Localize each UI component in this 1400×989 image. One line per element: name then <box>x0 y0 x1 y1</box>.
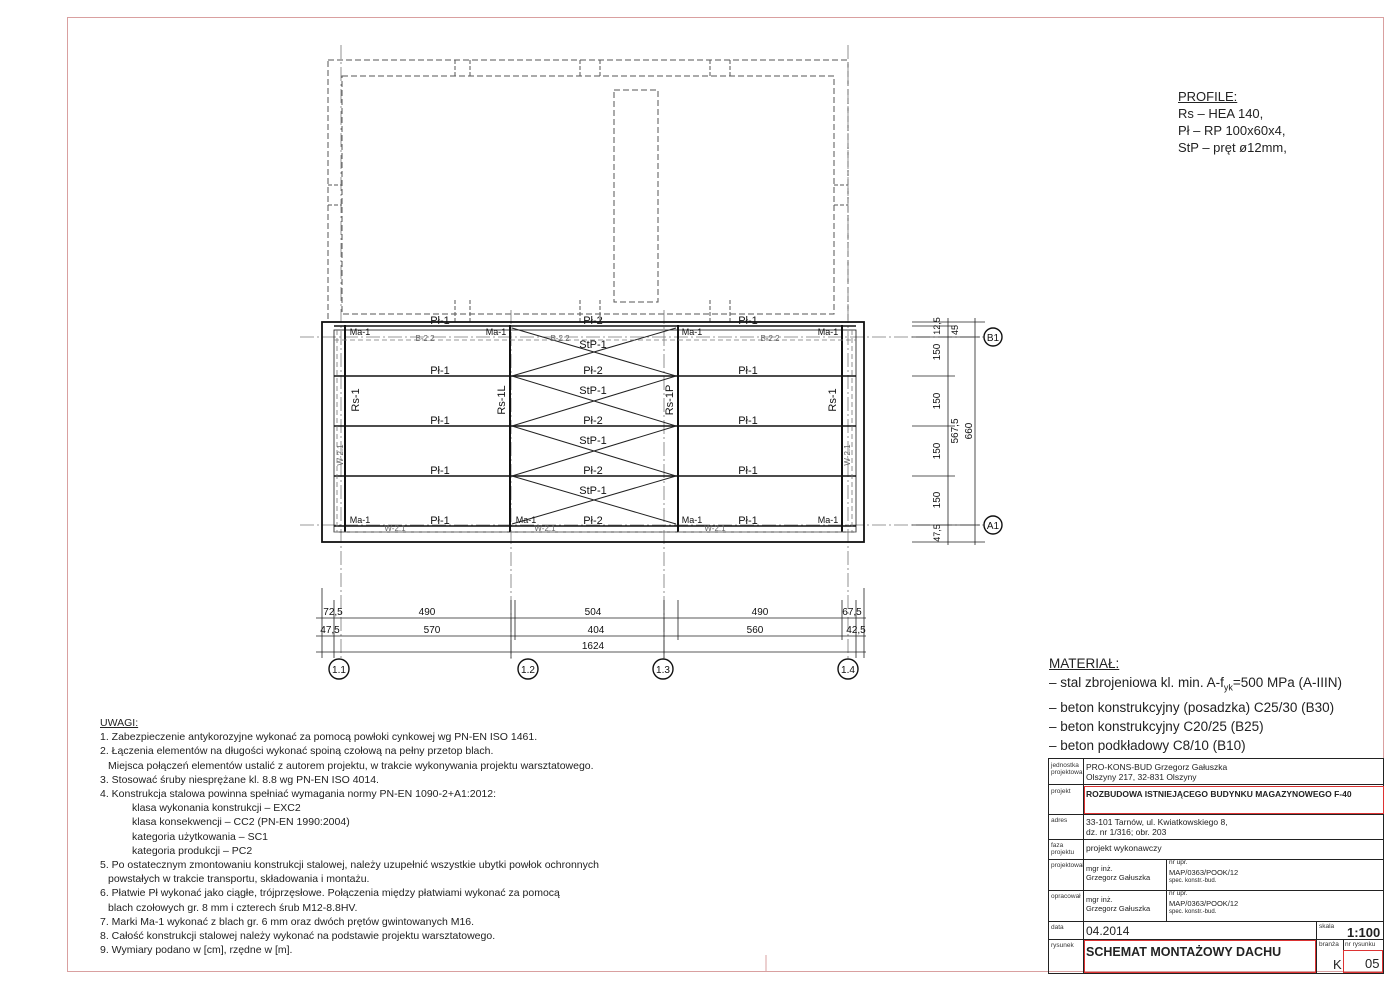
note-line: kategoria użytkowania – SC1 <box>132 830 268 843</box>
anchor-label: Ma-1 <box>817 327 839 337</box>
beam-label: Rs-1 <box>827 388 839 412</box>
dimension-value: 67,5 <box>842 607 862 618</box>
brace-label: StP-1 <box>579 385 607 397</box>
profile-line: Rs – HEA 140, <box>1178 106 1264 121</box>
notes-block <box>100 716 599 957</box>
unit-value-1: PRO-KONS-BUD Grzegorz Gałuszka <box>1086 762 1228 772</box>
dimension-value: 47,5 <box>932 524 942 542</box>
note-line: 7. Marki Ma-1 wykonać z blach gr. 6 mm oraz dwóch prętów gwintowanych M16. <box>100 915 475 928</box>
note-line: 1. Zabezpieczenie antykorozyjne wykonać za pomocą powłoki cynkowej wg PN-EN ISO 1461. <box>100 731 538 744</box>
material-legend <box>1049 654 1342 755</box>
checker-license-label: nr upr. <box>1169 890 1188 897</box>
designer-name: Grzegorz Gałuszka <box>1086 873 1151 882</box>
brace-label: StP-1 <box>579 435 607 447</box>
scale-label: skala <box>1319 923 1335 930</box>
anchor-label: Ma-1 <box>817 515 839 525</box>
designer-spec: spec. konstr.-bud. <box>1169 878 1217 884</box>
dimension-value: 490 <box>751 607 769 618</box>
dimension-value: 150 <box>932 343 943 361</box>
checker-title: mgr inż. <box>1086 895 1113 904</box>
project-label: projekt <box>1051 788 1071 795</box>
phase-label: faza projektu <box>1051 842 1075 856</box>
designer-license-label: nr upr. <box>1169 859 1188 866</box>
purlin-label: Pł-1 <box>430 415 450 427</box>
anchor-label: Ma-1 <box>349 327 371 337</box>
purlin-label: Pł-1 <box>430 515 450 527</box>
wall-label: W-2.1 <box>336 444 345 466</box>
wall-label: B-2.2 <box>760 334 780 343</box>
note-line: 3. Stosować śruby niesprężane kl. 8.8 wg PN-EN ISO 4014. <box>100 773 379 786</box>
date-value: 04.2014 <box>1086 924 1130 938</box>
brace-label: StP-1 <box>579 485 607 497</box>
anchor-label: Ma-1 <box>515 515 537 525</box>
existing-building-outline <box>328 60 848 322</box>
anchor-label: Ma-1 <box>349 515 371 525</box>
material-line: – beton konstrukcyjny C20/25 (B25) <box>1049 718 1264 734</box>
note-line: 4. Konstrukcja stalowa powinna spełniać wymagania normy PN-EN 1090-2+A1:2012: <box>100 788 497 801</box>
project-value: ROZBUDOWA ISTNIEJĄCEGO BUDYNKU MAGAZYNOWEGO F-40 <box>1086 789 1352 799</box>
purlin-label: Pł-1 <box>738 315 758 327</box>
number-label: nr rysunku <box>1345 941 1376 948</box>
grid-axis-lines <box>300 45 985 660</box>
dimension-value: 45 <box>950 324 960 336</box>
purlin-label: Pł-1 <box>430 465 450 477</box>
dimension-value: 504 <box>584 607 602 618</box>
dimension-value: 72,5 <box>323 607 343 618</box>
designer-label: projektował <box>1051 862 1084 869</box>
material-line: – stal zbrojeniowa kl. min. $A-f_{yk}=500$ MPa (A-IIIN) <box>1049 675 1342 693</box>
profiles-legend <box>1178 88 1287 156</box>
dimension-value: 560 <box>746 625 764 636</box>
axis-label-b1: B1 <box>986 333 1000 344</box>
extension-outline <box>322 322 864 542</box>
brace-label: StP-1 <box>579 339 607 351</box>
wall-label: B-2.2 <box>550 334 570 343</box>
wall-label: W-2.1 <box>843 444 852 466</box>
unit-value-2: Olszyny 217, 32-831 Olszyny <box>1086 772 1197 782</box>
scale-value: 1:100 <box>1347 925 1381 940</box>
beam-label: Rs-1L <box>496 385 508 415</box>
main-beams <box>345 325 842 532</box>
dimension-value: 12,5 <box>932 317 942 335</box>
material-line: – beton konstrukcyjny (posadzka) C25/30 (B30) <box>1049 699 1335 715</box>
note-line: klasa konsekwencji – CC2 (PN-EN 1990:2004) <box>132 816 350 829</box>
dimension-value: 150 <box>932 491 943 509</box>
number-value: 05 <box>1365 956 1380 971</box>
axis-label-1-2: 1.2 <box>521 665 535 676</box>
branch-label: branża <box>1319 941 1339 948</box>
designer-title: mgr inż. <box>1086 864 1113 873</box>
note-line: 5. Po ostatecznym zmontowaniu konstrukcji stalowej, należy uzupełnić wszystkie ubytki powłok ochronnych <box>100 859 599 872</box>
dimension-value: 47,5 <box>320 625 340 636</box>
purlin-label: Pł-2 <box>583 465 603 477</box>
notes-heading: UWAGI: <box>100 717 139 729</box>
note-line: blach czołowych gr. 8 mm i czterech śrub M12-8.8HV. <box>108 901 358 914</box>
purlin-label: Pł-1 <box>738 465 758 477</box>
axis-label-1-4: 1.4 <box>841 665 855 676</box>
purlin-label: Pł-2 <box>583 315 603 327</box>
profile-line: Pł – RP 100x60x4, <box>1178 123 1286 138</box>
note-line: powstałych w trakcie transportu, składowania i montażu. <box>108 873 370 886</box>
checker-spec: spec. konstr.-bud. <box>1169 909 1217 915</box>
note-line: 2. Łączenia elementów na długości wykonać spoiną czołową na pełny przetop blach. <box>100 745 494 758</box>
note-line: Miejsca połączeń elementów ustalić z autorem projektu, w trakcie wykonywania projektu warsztatowego. <box>108 759 594 772</box>
purlin-label: Pł-1 <box>738 515 758 527</box>
wall-label: W-2.1 <box>384 524 406 533</box>
branch-value: K <box>1333 957 1342 972</box>
dimension-value: 150 <box>932 392 943 410</box>
axis-label-1-3: 1.3 <box>656 665 670 676</box>
profiles-heading: PROFILE: <box>1178 89 1238 104</box>
drawing-value: SCHEMAT MONTAŻOWY DACHU <box>1086 945 1282 959</box>
title-block <box>1048 758 1384 974</box>
checker-label: opracował <box>1051 893 1081 900</box>
material-line: – beton podkładowy C8/10 (B10) <box>1049 737 1246 753</box>
dimension-value: 570 <box>423 625 441 636</box>
checker-name: Grzegorz Gałuszka <box>1086 904 1151 913</box>
axis-label-1-1: 1.1 <box>332 665 346 676</box>
note-line: 8. Całość konstrukcji stalowej należy wykonać na podstawie projektu warsztatowego. <box>100 930 496 943</box>
checker-license: MAP/0363/POOK/12 <box>1169 899 1239 908</box>
wall-label: W-2.1 <box>534 524 556 533</box>
dimension-value: 150 <box>932 442 943 460</box>
date-label: data <box>1051 924 1064 931</box>
material-heading: MATERIAŁ: <box>1049 656 1120 671</box>
dimension-total: 1624 <box>581 641 605 652</box>
dimension-value: 567,5 <box>950 418 961 444</box>
dimension-value: 404 <box>587 625 605 636</box>
purlin-label: Pł-2 <box>583 365 603 377</box>
drawing-label: rysunek <box>1051 942 1074 949</box>
note-line: 6. Płatwie Pł wykonać jako ciągłe, trójprzęsłowe. Połączenia między płatwiami wykonać za pomocą <box>100 887 560 900</box>
phase-value: projekt wykonawczy <box>1086 843 1162 853</box>
note-line: kategoria produkcji – PC2 <box>132 844 253 857</box>
wall-label: W-2.1 <box>704 524 726 533</box>
anchor-label: Ma-1 <box>681 327 703 337</box>
purlin-label: Pł-2 <box>583 515 603 527</box>
purlin-label: Pł-2 <box>583 415 603 427</box>
purlin-label: Pł-1 <box>738 415 758 427</box>
dimension-total: 660 <box>964 422 975 440</box>
purlin-label: Pł-1 <box>430 315 450 327</box>
address-value-1: 33-101 Tarnów, ul. Kwiatkowskiego 8, <box>1086 817 1228 827</box>
address-label: adres <box>1051 817 1068 824</box>
purlin-label: Pł-1 <box>430 365 450 377</box>
address-value-2: dz. nr 1/316; obr. 203 <box>1086 827 1167 837</box>
dimension-value: 42,5 <box>846 625 866 636</box>
beam-label: Rs-1P <box>664 384 676 416</box>
axis-label-a1: A1 <box>986 521 1000 532</box>
dimension-value: 490 <box>418 607 436 618</box>
designer-license: MAP/0363/POOK/12 <box>1169 868 1239 877</box>
anchor-label: Ma-1 <box>681 515 703 525</box>
purlin-label: Pł-1 <box>738 365 758 377</box>
wall-label: B-2.2 <box>415 334 435 343</box>
anchor-label: Ma-1 <box>485 327 507 337</box>
note-line: klasa wykonania konstrukcji – EXC2 <box>132 802 301 815</box>
unit-label: jednostka projektowa <box>1051 762 1083 776</box>
profile-line: StP – pręt ø12mm, <box>1178 140 1287 155</box>
note-line: 9. Wymiary podano w [cm], rzędne w [m]. <box>100 944 293 957</box>
beam-label: Rs-1 <box>350 388 362 412</box>
